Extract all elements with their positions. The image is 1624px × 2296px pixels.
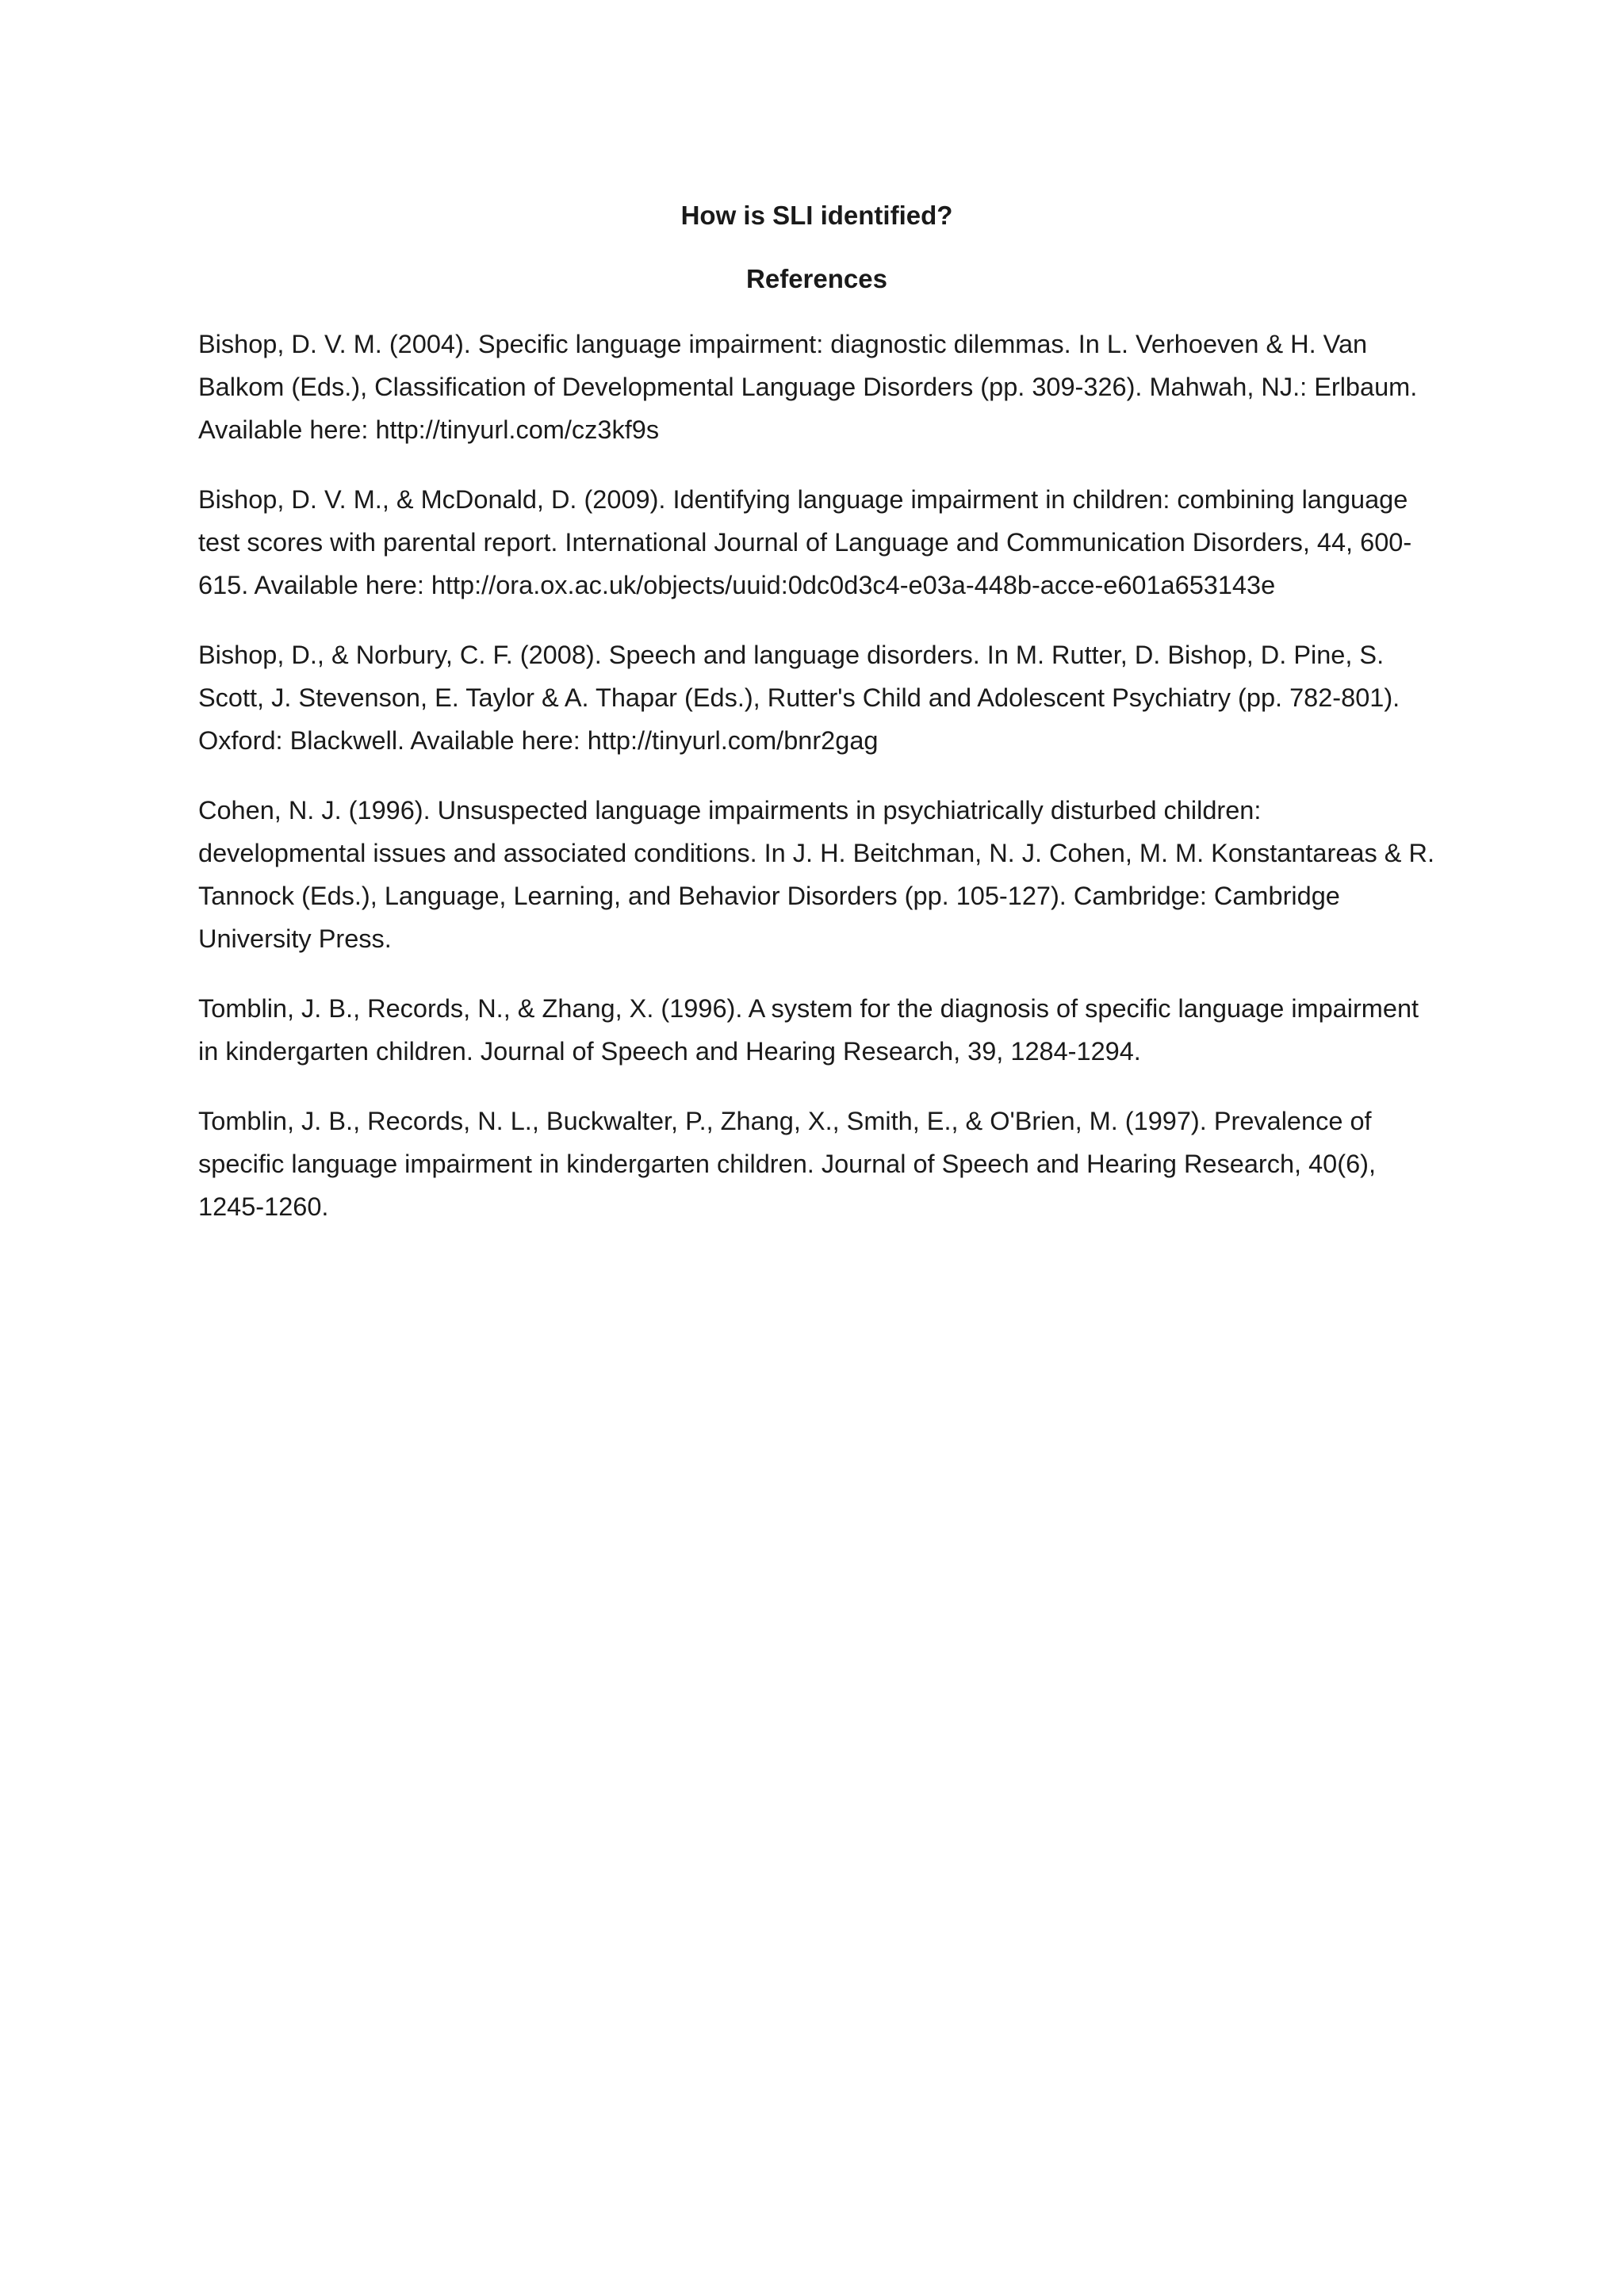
reference-entry: Cohen, N. J. (1996). Unsuspected language impairments in psychiatrically disturbed children: developmental issues and associated conditions. In J. H. Beitchman, N. J. Cohen, M. M. Konstantareas & R. Tannock (Eds.), Language, Learning, and Behavior Disorders (pp. 105-127). Cambridge: Cambridge University Press.: [198, 796, 1434, 953]
reference-list: [198, 323, 1435, 1228]
document-title: How is SLI identified?: [680, 201, 953, 230]
references-heading: References: [746, 264, 887, 293]
reference-entry: Tomblin, J. B., Records, N. L., Buckwalter, P., Zhang, X., Smith, E., & O'Brien, M. (1997). Prevalence of specific language impairment in kindergarten children. Journal of Speech and Hearing Research, 40(6), 1245-1260.: [198, 1107, 1377, 1221]
reference-entry: Bishop, D. V. M., & McDonald, D. (2009). Identifying language impairment in children: combining language test scores with parental report. International Journal of Language and Communication Disorders, 44, 600-615. Available here: http://ora.ox.ac.uk/objects/uuid:0dc0d3c4-e03a-448b-acce-e601a653143e: [198, 485, 1412, 599]
reference-entry: Tomblin, J. B., Records, N., & Zhang, X. (1996). A system for the diagnosis of specific language impairment in kindergarten children. Journal of Speech and Hearing Research, 39, 1284-1294.: [198, 994, 1419, 1066]
document-body: [198, 194, 1435, 1255]
reference-entry: Bishop, D. V. M. (2004). Specific language impairment: diagnostic dilemmas. In L. Verhoeven & H. Van Balkom (Eds.), Classification of Developmental Language Disorders (pp. 309-326). Mahwah, NJ.: Erlbaum. Available here: http://tinyurl.com/cz3kf9s: [198, 330, 1418, 444]
reference-entry: Bishop, D., & Norbury, C. F. (2008). Speech and language disorders. In M. Rutter, D. Bishop, D. Pine, S. Scott, J. Stevenson, E. Taylor & A. Thapar (Eds.), Rutter's Child and Adolescent Psychiatry (pp. 782-801). Oxford: Blackwell. Available here: http://tinyurl.com/bnr2gag: [198, 641, 1400, 755]
